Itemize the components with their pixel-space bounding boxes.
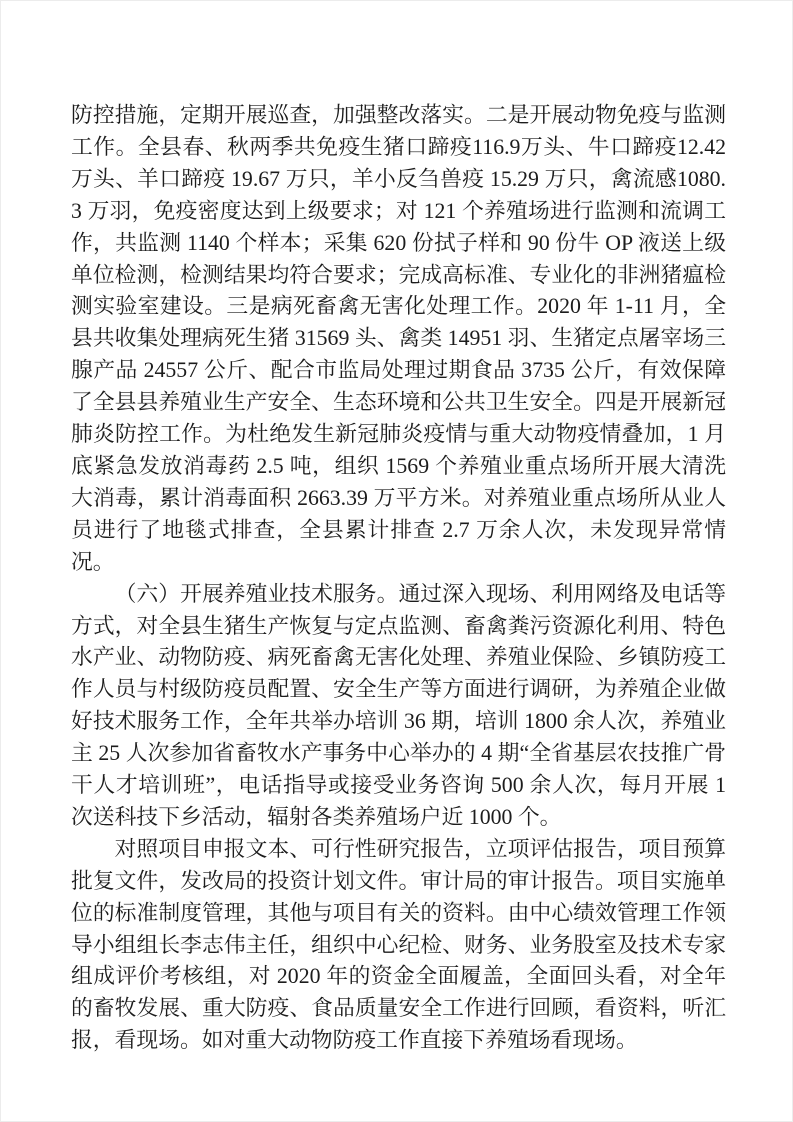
body-paragraph: （六）开展养殖业技术服务。通过深入现场、利用网络及电话等方式，对全县生猪生产恢复与定点监测、畜禽粪污资源化利用、特色水产业、动物防疫、病死畜禽无害化处理、养殖业保险、乡镇防疫工作人员与村级防疫员配置、安全生产等方面进行调研，为养殖企业做好技术服务工作，全年共举办培训 36 期，培训 1800 余人次，养殖业主 25 人次参加省畜牧水产事务中心举办的 4 期“全省基层农技推广骨干人才培训班”，电话指导或接受业务咨询 500 余人次，每月开展 1 次送科技下乡活动，辐射各类养殖场户近 1000 个。 <box>71 581 726 829</box>
body-paragraph: 防控措施，定期开展巡查，加强整改落实。二是开展动物免疫与监测工作。全县春、秋两季共免疫生猪口蹄疫116.9万头、牛口蹄疫12.42万头、羊口蹄疫 19.67 万只，羊小反刍兽疫 15.29 万只，禽流感1080.3 万羽，免疫密度达到上级要求；对 121 个养殖场进行监测和流调工作，共监测 1140 个样本；采集 620 份拭子样和 90 份牛 OP 液送上级单位检测，检测结果均符合要求；完成高标准、专业化的非洲猪瘟检测实验室建设。三是病死畜禽无害化处理工作。2020 年 1-11 月，全县共收集处理病死生猪 31569 头、禽类 14951 羽、生猪定点屠宰场三腺产品 24557 公斤、配合市监局处理过期食品 3735 公斤，有效保障了全县县养殖业生产安全、生态环境和公共卫生安全。四是开展新冠肺炎防控工作。为杜绝发生新冠肺炎疫情与重大动物疫情叠加，1 月底紧急发放消毒药 2.5 吨，组织 1569 个养殖业重点场所开展大清洗大消毒，累计消毒面积 2663.39 万平方米。对养殖业重点场所从业人员进行了地毯式排查，全县累计排查 2.7 万余人次，未发现异常情况。 <box>71 103 726 574</box>
text-body <box>71 100 726 1057</box>
body-paragraph: 对照项目申报文本、可行性研究报告，立项评估报告，项目预算批复文件，发改局的投资计划文件。审计局的审计报告。项目实施单位的标准制度管理，其他与项目有关的资料。由中心绩效管理工作领导小组组长李志伟主任，组织中心纪检、财务、业务股室及技术专家组成评价考核组，对 2020 年的资金全面履盖，全面回头看，对全年的畜牧发展、重大防疫、食品质量安全工作进行回顾，看资料，听汇报，看现场。如对重大动物防疫工作直接下养殖场看现场。 <box>71 836 726 1053</box>
